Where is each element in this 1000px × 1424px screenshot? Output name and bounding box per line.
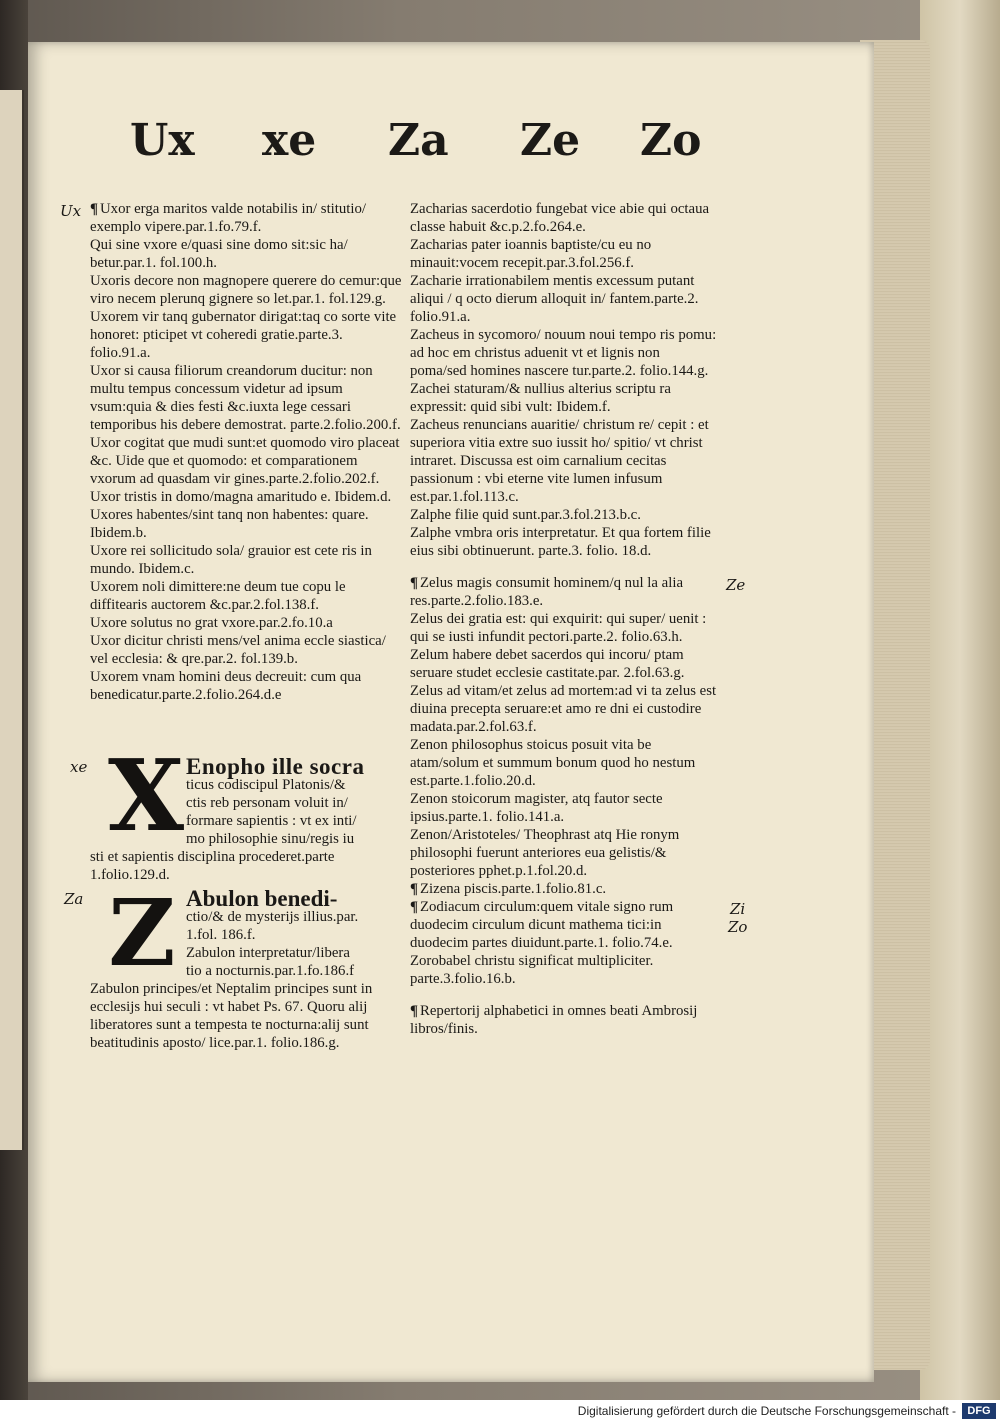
entry: Uxor tristis in domo/magna amaritudo e. Ibidem.d. [90,489,392,505]
running-head [0,115,1000,175]
running-head-xe: xe [262,115,317,166]
entry: Zalphe filie quid sunt.par.3.fol.213.b.c. [410,507,641,523]
zabulon-tail: Zabulon principes/et Neptalim principes sunt in ecclesijs hui seculi : vt habet Ps. 67. Quoru alij liberatores sunt a tempesta te nocturna:alij sunt beatitudinis aposto/ lice.par.1. folio.186.g. [90,981,373,1051]
left-column [90,200,406,704]
pilcrow-icon: ¶ [410,899,418,915]
pilcrow-icon: ¶ [410,881,418,897]
zabulon-lead: Abulon benedi- [186,886,338,911]
entry: Zacharias sacerdotio fungebat vice abie qui octaua classe habuit &c.p.2.fo.264.e. [410,201,710,235]
zabulon-line: ctio/& de mysterijs illius.par. [186,909,359,925]
margin-label-xe: xe [70,758,88,776]
entry: Uxorem noli dimittere:ne deum tue copu le diffitearis auctorem &c.par.2.fol.138.f. [90,579,346,613]
running-head-ux: Ux [130,115,195,166]
entry: Zacheus in sycomoro/ nouum noui tempo ris pomu: ad hoc em christus aduenit vt et lignis non poma/sed homines nascere tur.parte.2. folio.144.g. [410,327,717,379]
entry: Uxore solutus no grat vxore.par.2.fo.10.a [90,615,333,631]
entry: Uxor si causa filiorum creandorum ducitur: non multu tempus concessum videtur ad ipsum vsum:quia & dies festi &c.iuxta lege cessari temporibus his debere demostrat. parte.2.folio.200.f. [90,363,401,433]
footer-bar [0,1400,1000,1424]
entry: Uxoris decore non magnopere querere do cemur:que viro necem plerunq gignere so let.par.1. fol.129.g. [90,273,402,307]
entry: Uxorem vnam homini deus decreuit: cum qua benedicatur.parte.2.folio.264.d.e [90,669,362,703]
running-head-ze: Ze [520,115,581,166]
entry: Zacheus renuncians auaritie/ christum re/ cepit : et superiora vitia extre suo iussit ho/ spitio/ vt christ intraret. Discussa est oim carnalium cecitas passionum : vbi eterne vite lumen infusum est.par.1.fol.113.c. [410,417,709,505]
entry: Zenon/Aristoteles/ Theophrast atq Hie ronym philosophi fuerunt anteriores eua gelistis/& posteriores pphet.p.1.fol.20.d. [410,827,680,879]
entry: Uxores habentes/sint tanq non habentes: quare. Ibidem.b. [90,507,369,541]
entry: Zelus ad vitam/et zelus ad mortem:ad vi ta zelus est diuina precepta seruare:et amo re dni ei custodire madata.par.2.fol.63.f. [410,683,717,735]
entry: Uxor cogitat que mudi sunt:et quomodo viro placeat &c. Uide que et quomodo: et comparationem vxorum ad quasdam vir gines.parte.2.folio.202.f. [90,435,400,487]
entry: Qui sine vxore e/quasi sine domo sit:sic ha/ betur.par.1. fol.100.h. [90,237,348,271]
pilcrow-icon: ¶ [410,1003,418,1019]
facing-page-edge [0,90,24,1150]
decorated-initial-x: X [108,739,185,854]
entry: Zacharias pater ioannis baptiste/cu eu no minauit:vocem recepit.par.3.fol.256.f. [410,237,652,271]
pilcrow-icon: ¶ [410,575,418,591]
entry: ¶ Zizena piscis.parte.1.folio.81.c. [410,881,607,897]
entry: Uxore rei sollicitudo sola/ grauior est cete ris in mundo. Ibidem.c. [90,543,372,577]
zabulon-line: tio a nocturnis.par.1.fo.186.f [186,963,355,979]
margin-label-zo: Zo [728,918,748,936]
zabulon-entry [90,879,406,1052]
entry: Uxorem vir tanq gubernator dirigat:taq co sorte vite honoret: pticipet vt coheredi gratie.parte.3. folio.91.a. [90,309,397,361]
funding-notice: Digitalisierung gefördert durch die Deutsche Forschungsgemeinschaft - [577,1404,956,1418]
margin-label-za: Za [64,890,84,908]
pilcrow-icon: ¶ [90,201,98,217]
xenophon-line: ticus codiscipul Platonis/& [186,777,346,793]
xenophon-line: mo philosophie sinu/regis iu [186,831,355,847]
xenophon-tail: sti et sapientis disciplina procederet.parte 1.folio.129.d. [90,849,335,883]
margin-label-ux: Ux [60,202,82,220]
entry: Zachei staturam/& nullius alterius scriptu ra expressit: quid sibi vult: Ibidem.f. [410,381,671,415]
margin-label-zi: Zi [730,900,746,918]
decorated-initial-z: Z [108,879,176,987]
xenophon-entry [90,754,406,884]
entry: Zacharie irrationabilem mentis excessum putant aliqui / q octo dierum alloquit in/ fantem.parte.2. folio.91.a. [410,273,699,325]
entry: ¶ Uxor erga maritos valde notabilis in/ stitutio/ exemplo vipere.par.1.fo.79.f. [90,201,367,235]
xenophon-lead: Enopho ille socra [186,754,365,779]
entry: Zorobabel christu significat multipliciter. parte.3.folio.16.b. [410,953,654,987]
xenophon-line: ctis reb personam voluit in/ [186,795,348,811]
colophon: ¶ Repertorij alphabetici in omnes beati Ambrosij libros/finis. [410,1003,698,1037]
back-board [920,0,1000,1400]
entry: Zelus dei gratia est: qui exquirit: qui super/ uenit : qui se iusti infundit pectori.parte.2. folio.63.h. [410,611,707,645]
margin-label-ze: Ze [726,576,746,594]
entry: Zalphe vmbra oris interpretatur. Et qua fortem filie eius sibi obtinuerunt. parte.3. folio. 18.d. [410,525,711,559]
entry: Zenon stoicorum magister, atq fautor secte ipsius.parte.1. folio.141.a. [410,791,663,825]
running-head-zo: Zo [640,115,702,166]
entry: Zelum habere debet sacerdos qui incoru/ ptam seruare studet ecclesie castitate.par. 2.fol.63.g. [410,647,685,681]
entry: ¶ Zelus magis consumit hominem/q nul la alia res.parte.2.folio.183.e. [410,575,684,609]
right-column [410,200,720,1038]
entry: Zenon philosophus stoicus posuit vita be atam/solum et summum bonum quod ho nestum est.parte.1.folio.20.d. [410,737,696,789]
dfg-logo: DFG [962,1403,996,1419]
entry: Uxor dicitur christi mens/vel anima eccle siastica/ vel ecclesia: & qre.par.2. fol.139.b. [90,633,386,667]
running-head-za: Za [388,115,449,166]
xenophon-line: formare sapientis : vt ex inti/ [186,813,357,829]
zabulon-line: Zabulon interpretatur/libera [186,945,350,961]
entry: ¶ Zodiacum circulum:quem vitale signo rum duodecim circulum dicunt mathema tici:in duodecim partes diuidunt.parte.1. folio.74.e. [410,899,674,951]
zabulon-line: 1.fol. 186.f. [186,927,256,943]
